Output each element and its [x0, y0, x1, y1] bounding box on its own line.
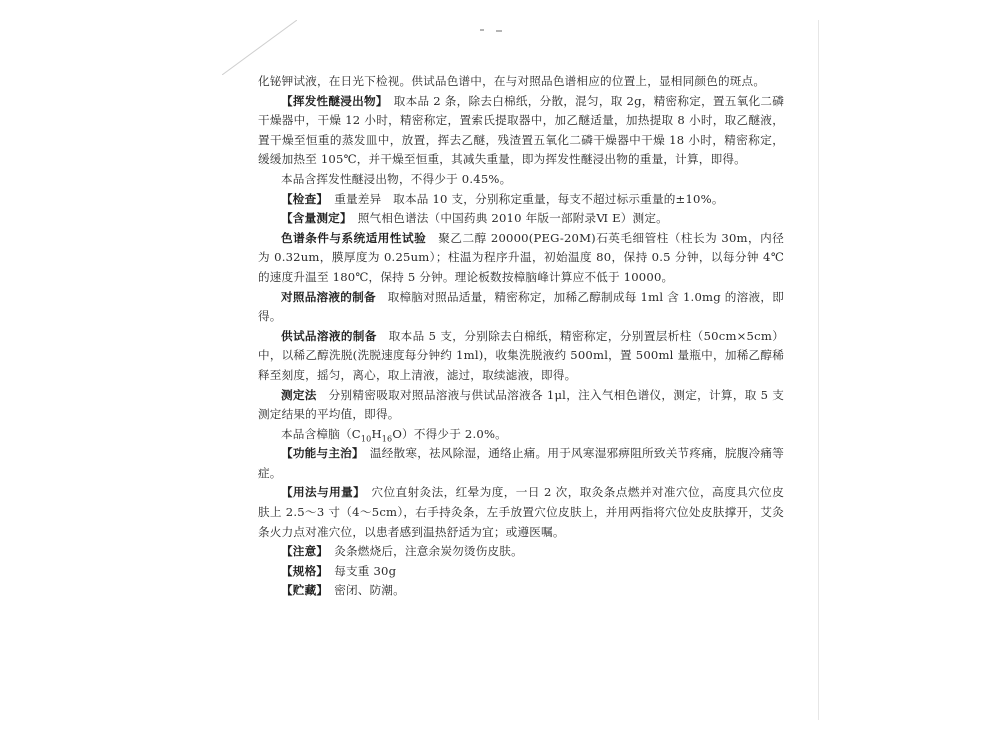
- paragraph-camphor-limit: [258, 425, 784, 445]
- scan-edge: [818, 20, 819, 720]
- section-heading-spec: 【规格】: [281, 563, 323, 578]
- paragraph-chromatography: [258, 229, 784, 288]
- scan-fold-mark: [222, 20, 297, 75]
- volatile-text: 取本品 2 条，除去白棉纸，分散，混匀，取 2g，精密称定，置五氧化二磷干燥器中，干燥 12 小时，精密称定，置索氏提取器中，加乙醚适量，加热提取 8 小时，取乙醚液，置干燥至恒重的蒸发皿中，放置，挥去乙醚，残渣置五氧化二磷干燥器中干燥 18 小时，精密称定，缓缓加热至 105℃，并干燥至恒重，其减失重量，即为挥发性醚浸出物的重量，计算，即得。: [258, 93, 784, 167]
- paragraph-usage: [258, 483, 784, 542]
- usage-text: 穴位直射灸法，红晕为度，一日 2 次，取灸条点燃并对准穴位，高度具穴位皮肤上 2.5～3 寸（4～5cm），右手持灸条，左手放置穴位皮肤上，并用两指将穴位处皮肤撑开，艾灸条火力点对准穴位，以患者感到温热舒适为宜；或遵医嘱。: [258, 485, 784, 539]
- check-subheading: 重量差异: [334, 191, 382, 206]
- formula-hydrogen: H: [371, 426, 382, 441]
- camphor-prefix: 本品含樟脑（C: [281, 426, 361, 441]
- section-heading-note: 【注意】: [281, 544, 323, 559]
- document-body: [258, 72, 784, 601]
- scan-speck: [478, 26, 504, 34]
- paragraph-test-solution: [258, 327, 784, 386]
- paragraph-identification-end: 化铋钾试液，在日光下检视。供试品色谱中，在与对照品色谱相应的位置上，显相同颜色的斑点。: [258, 74, 766, 88]
- subheading-measurement: 测定法: [281, 387, 317, 402]
- subheading-chromatography: 色谱条件与系统适用性试验: [281, 230, 427, 245]
- formula-subscript-hydrogen: 16: [381, 434, 393, 443]
- chromatography-text: 聚乙二醇 20000(PEG-20M)石英毛细管柱（柱长为 30m，内径为 0.32um，膜厚度为 0.25um）；柱温为程序升温，初始温度 80，保持 0.5 分钟，以每分钟 4℃的速度升温至 180℃，保持 5 分钟。理论板数按樟脑峰计算应不低于 10000。: [258, 230, 785, 284]
- section-heading-usage: 【用法与用量】: [281, 485, 360, 500]
- paragraph-volatile-limit: 本品含挥发性醚浸出物，不得少于 0.45%。: [281, 171, 512, 186]
- section-heading-storage: 【贮藏】: [281, 583, 323, 598]
- section-heading-assay: 【含量测定】: [281, 211, 346, 226]
- paragraph-check: [258, 190, 784, 210]
- subheading-test-solution: 供试品溶液的制备: [281, 328, 377, 343]
- section-heading-check: 【检查】: [281, 191, 323, 206]
- subheading-reference-solution: 对照品溶液的制备: [281, 289, 376, 304]
- paragraph-storage: [258, 581, 784, 601]
- paragraph-spec: [258, 562, 784, 582]
- function-text: 温经散寒，祛风除湿，通络止痛。用于风寒湿邪痹阻所致关节疼痛，脘腹冷痛等症。: [258, 446, 784, 480]
- reference-solution-text: 取樟脑对照品适量，精密称定，加稀乙醇制成每 1ml 含 1.0mg 的溶液，即得。: [258, 289, 784, 324]
- paragraph-function: [258, 444, 784, 483]
- paragraph-measurement: [258, 386, 784, 425]
- note-text: 灸条燃烧后，注意余炭勿烫伤皮肤。: [334, 544, 523, 559]
- check-text: 取本品 10 支，分别称定重量，每支不超过标示重量的±10%。: [393, 191, 724, 206]
- paragraph-note: [258, 542, 784, 562]
- formula-subscript-carbon: 10: [360, 434, 372, 443]
- camphor-suffix: O）不得少于 2.0%。: [392, 426, 507, 441]
- test-solution-text: 取本品 5 支，分别除去白棉纸，精密称定，分别置层析柱（50cm×5cm）中，以稀乙醇洗脱(洗脱速度每分钟约 1ml)，收集洗脱液约 500ml，置 500ml 量瓶中，加稀乙醇稀释至刻度，摇匀，离心，取上清液，滤过，取续滤液，即得。: [258, 328, 784, 382]
- spec-text: 每支重 30g: [334, 563, 397, 578]
- assay-text: 照气相色谱法（中国药典 2010 年版一部附录Ⅵ E）测定。: [357, 211, 668, 226]
- section-heading-volatile: 【挥发性醚浸出物】: [281, 93, 382, 108]
- paragraph-volatile-extract: [258, 92, 784, 170]
- paragraph-assay: [258, 209, 784, 229]
- paragraph-reference-solution: [258, 288, 784, 327]
- section-heading-function: 【功能与主治】: [281, 446, 359, 461]
- measurement-text: 分别精密吸取对照品溶液与供试品溶液各 1μl，注入气相色谱仪，测定，计算，取 5 支测定结果的平均值，即得。: [258, 387, 784, 422]
- storage-text: 密闭、防潮。: [334, 583, 405, 598]
